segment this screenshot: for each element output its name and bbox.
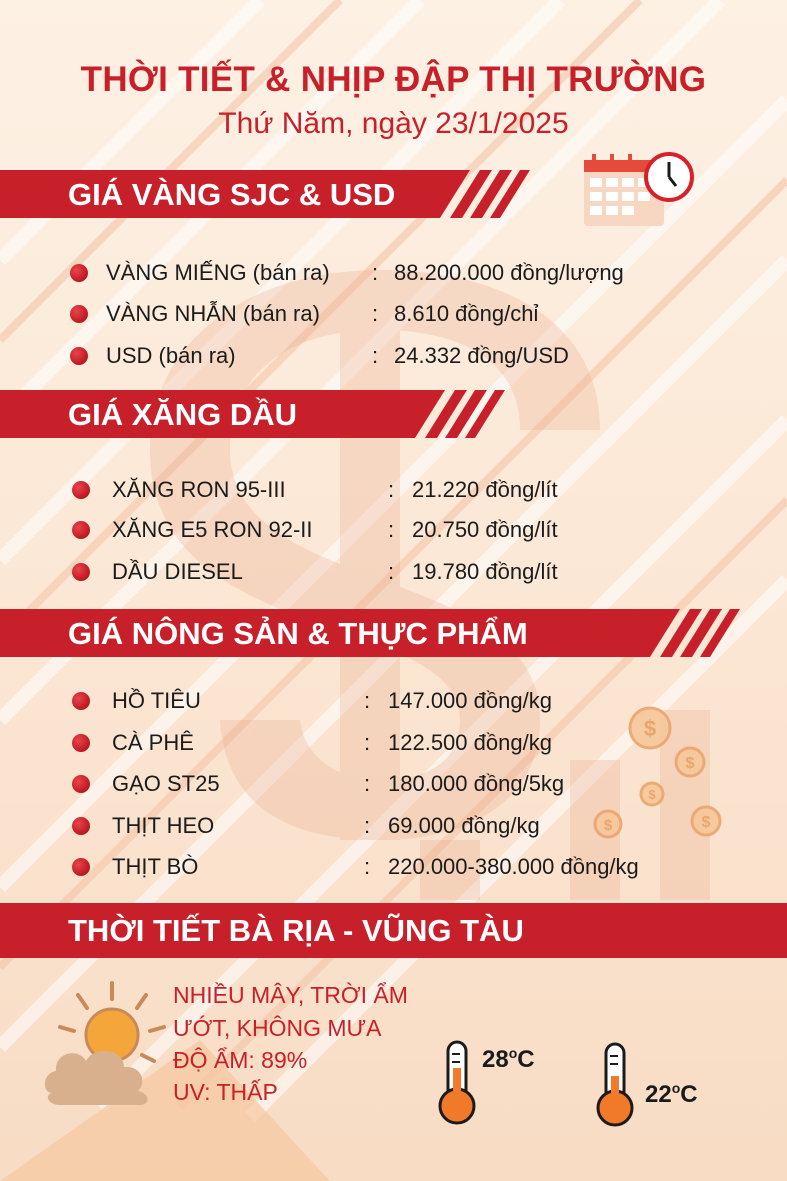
clock-icon <box>642 150 696 204</box>
svg-text:$: $ <box>701 814 711 831</box>
item-label: HỒ TIÊU <box>112 688 201 713</box>
section-banner-agri <box>0 609 740 657</box>
item-value: 147.000 đồng/kg <box>388 688 552 713</box>
svg-text:$: $ <box>643 716 657 741</box>
uv-index-text: UV: THẤP <box>173 1079 278 1105</box>
item-label: THỊT HEO <box>112 813 215 838</box>
item-separator: : <box>364 688 371 713</box>
bullet-icon <box>72 692 90 710</box>
item-value: 19.780 đồng/lít <box>412 559 558 584</box>
item-label: GẠO ST25 <box>112 771 220 796</box>
item-separator: : <box>364 854 371 879</box>
item-separator: : <box>364 813 371 838</box>
list-item <box>0 301 787 331</box>
item-label: CÀ PHÊ <box>112 730 194 755</box>
section-title-fuel: GIÁ XĂNG DẦU <box>68 397 298 432</box>
section-title-agri: GIÁ NÔNG SẢN & THỰC PHẨM <box>68 616 528 651</box>
list-item <box>0 260 787 290</box>
item-value: 69.000 đồng/kg <box>388 813 540 838</box>
list-item <box>0 813 787 843</box>
bullet-icon <box>70 347 88 365</box>
item-value: 20.750 đồng/lít <box>412 517 558 542</box>
section-banner-fuel <box>0 390 505 438</box>
section-banner-gold <box>0 170 530 218</box>
item-label: VÀNG NHẪN (bán ra) <box>106 301 320 326</box>
item-separator: : <box>388 559 395 584</box>
weather-condition-line: NHIỀU MÂY, TRỜI ẨM <box>173 982 408 1008</box>
item-separator: : <box>372 301 379 326</box>
degree-sign: o <box>508 1045 518 1061</box>
temperature-low <box>645 1080 698 1109</box>
item-value: 21.220 đồng/lít <box>412 477 558 502</box>
list-item <box>0 771 787 801</box>
temperature-high-value: 28 <box>482 1046 509 1073</box>
item-separator: : <box>388 517 395 542</box>
item-label: VÀNG MIẾNG (bán ra) <box>106 260 330 285</box>
bullet-icon <box>72 521 90 539</box>
thermometer-icon <box>434 1038 480 1126</box>
item-separator: : <box>364 771 371 796</box>
bullet-icon <box>72 734 90 752</box>
item-label: THỊT BÒ <box>112 854 199 879</box>
temperature-unit: C <box>517 1046 535 1073</box>
svg-text:$: $ <box>648 787 656 802</box>
temperature-unit: C <box>680 1081 698 1108</box>
list-item <box>0 517 787 547</box>
item-separator: : <box>364 730 371 755</box>
thermometer-icon <box>592 1040 638 1128</box>
list-item <box>0 688 787 718</box>
list-item <box>0 854 787 884</box>
temperature-low-value: 22 <box>645 1081 672 1108</box>
bullet-icon <box>70 305 88 323</box>
item-value: 122.500 đồng/kg <box>388 730 552 755</box>
list-item <box>0 343 787 373</box>
list-item <box>0 730 787 760</box>
sun-cloud-icon <box>40 975 170 1105</box>
svg-text:$: $ <box>685 755 695 772</box>
bullet-icon <box>72 858 90 876</box>
page-title: THỜI TIẾT & NHỊP ĐẬP THỊ TRƯỜNG <box>80 60 707 99</box>
bullet-icon <box>72 775 90 793</box>
item-value: 88.200.000 đồng/lượng <box>394 260 624 285</box>
page-date: Thứ Năm, ngày 23/1/2025 <box>218 107 569 140</box>
degree-sign: o <box>671 1080 681 1096</box>
section-title-gold: GIÁ VÀNG SJC & USD <box>68 177 396 212</box>
item-value: 24.332 đồng/USD <box>394 343 569 368</box>
svg-text:$: $ <box>603 817 613 834</box>
item-value: 8.610 đồng/chỉ <box>394 301 539 326</box>
section-banner-weather <box>0 903 787 958</box>
item-value: 180.000 đồng/5kg <box>388 771 565 796</box>
item-separator: : <box>388 477 395 502</box>
item-label: XĂNG RON 95-III <box>112 477 286 502</box>
temperature-high <box>482 1045 535 1074</box>
list-item <box>0 477 787 507</box>
item-label: XĂNG E5 RON 92-II <box>112 517 313 542</box>
item-separator: : <box>372 260 379 285</box>
bullet-icon <box>72 481 90 499</box>
bullet-icon <box>72 563 90 581</box>
item-label: USD (bán ra) <box>106 343 236 368</box>
bullet-icon <box>70 264 88 282</box>
item-label: DẦU DIESEL <box>112 559 243 584</box>
section-title-weather: THỜI TIẾT BÀ RỊA - VŨNG TÀU <box>68 913 524 948</box>
list-item <box>0 559 787 589</box>
item-separator: : <box>372 343 379 368</box>
item-value: 220.000-380.000 đồng/kg <box>388 854 639 879</box>
humidity-text: ĐỘ ẨM: 89% <box>173 1047 308 1073</box>
bullet-icon <box>72 817 90 835</box>
weather-condition-line: ƯỚT, KHÔNG MƯA <box>173 1015 382 1041</box>
